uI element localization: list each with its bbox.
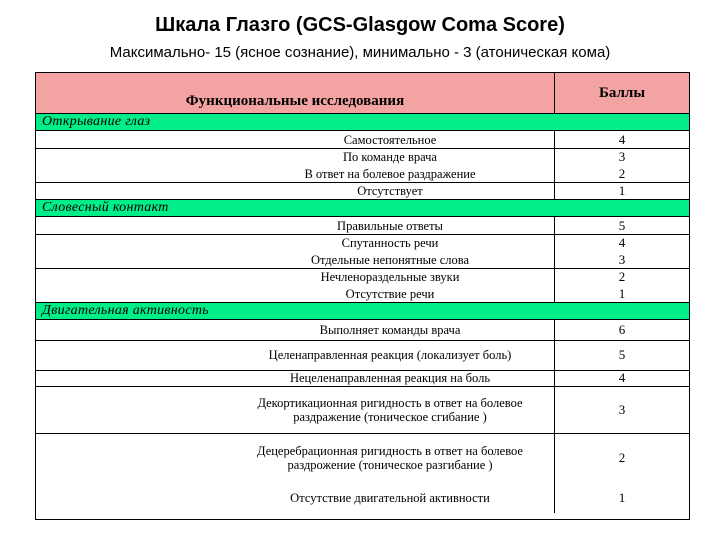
row-description: В ответ на болевое раздражение — [304, 166, 476, 181]
header-points-column: Баллы — [554, 73, 689, 113]
table-row — [36, 483, 689, 513]
row-description: Отдельные непонятные слова — [310, 252, 470, 267]
table-header — [36, 73, 689, 113]
row-description: Отсутствует — [357, 183, 423, 198]
header-function-column: Функциональные исследования — [185, 93, 405, 109]
row-score: 6 — [554, 320, 689, 340]
table-row — [36, 217, 689, 235]
row-description: Декортикационная ригидность в ответ на болевое раздражение (тоническое сгибание ) — [257, 395, 523, 424]
row-score: 4 — [554, 234, 689, 251]
row-description: Нечленораздельные звуки — [320, 269, 460, 284]
table-row — [36, 234, 689, 251]
row-description: Выполняет команды врача — [319, 323, 461, 337]
table-row — [36, 182, 689, 199]
row-description: Отсутствие речи — [345, 286, 435, 301]
section-header: Двигательная активность — [36, 302, 689, 320]
page-title: Шкала Глазго (GCS-Glasgow Coma Score) — [155, 14, 565, 36]
row-score: 5 — [554, 217, 689, 234]
row-description: Целенаправленная реакция (локализует боль) — [268, 348, 512, 362]
table-row — [36, 320, 689, 341]
table-row — [36, 148, 689, 165]
row-score: 1 — [554, 483, 689, 513]
row-score: 3 — [554, 386, 689, 433]
table-row — [36, 370, 689, 387]
row-description: По команде врача — [343, 149, 437, 164]
row-score: 2 — [554, 268, 689, 285]
table-row — [36, 165, 689, 183]
row-score: 4 — [554, 370, 689, 386]
row-score: 3 — [554, 148, 689, 165]
row-description: Отсутствие двигательной активности — [290, 491, 490, 505]
row-description: Самостоятельное — [343, 132, 437, 147]
table-row — [36, 268, 689, 285]
row-score: 4 — [554, 131, 689, 148]
table-row — [36, 131, 689, 149]
row-description: Правильные ответы — [337, 218, 443, 233]
table-row — [36, 386, 689, 434]
section-header: Словесный контакт — [36, 199, 689, 217]
row-score: 5 — [554, 340, 689, 370]
row-score: 2 — [554, 165, 689, 182]
row-score: 1 — [554, 285, 689, 302]
table-row — [36, 285, 689, 302]
row-description: Нецеленаправленная реакция на боль — [289, 371, 491, 385]
table-row — [36, 433, 689, 483]
row-score: 3 — [554, 251, 689, 268]
row-score: 1 — [554, 182, 689, 199]
section-header: Открывание глаз — [36, 113, 689, 131]
row-score: 2 — [554, 433, 689, 483]
glasgow-table — [35, 72, 690, 520]
table-row — [36, 340, 689, 371]
page-subtitle: Максимально- 15 (ясное сознание), минимально - 3 (атоническая кома) — [109, 44, 611, 61]
row-description: Децеребрационная ригидность в ответ на болевое раздрожение (тоническое разгибание ) — [257, 444, 523, 472]
row-description: Спутанность речи — [341, 235, 439, 250]
table-row — [36, 251, 689, 269]
